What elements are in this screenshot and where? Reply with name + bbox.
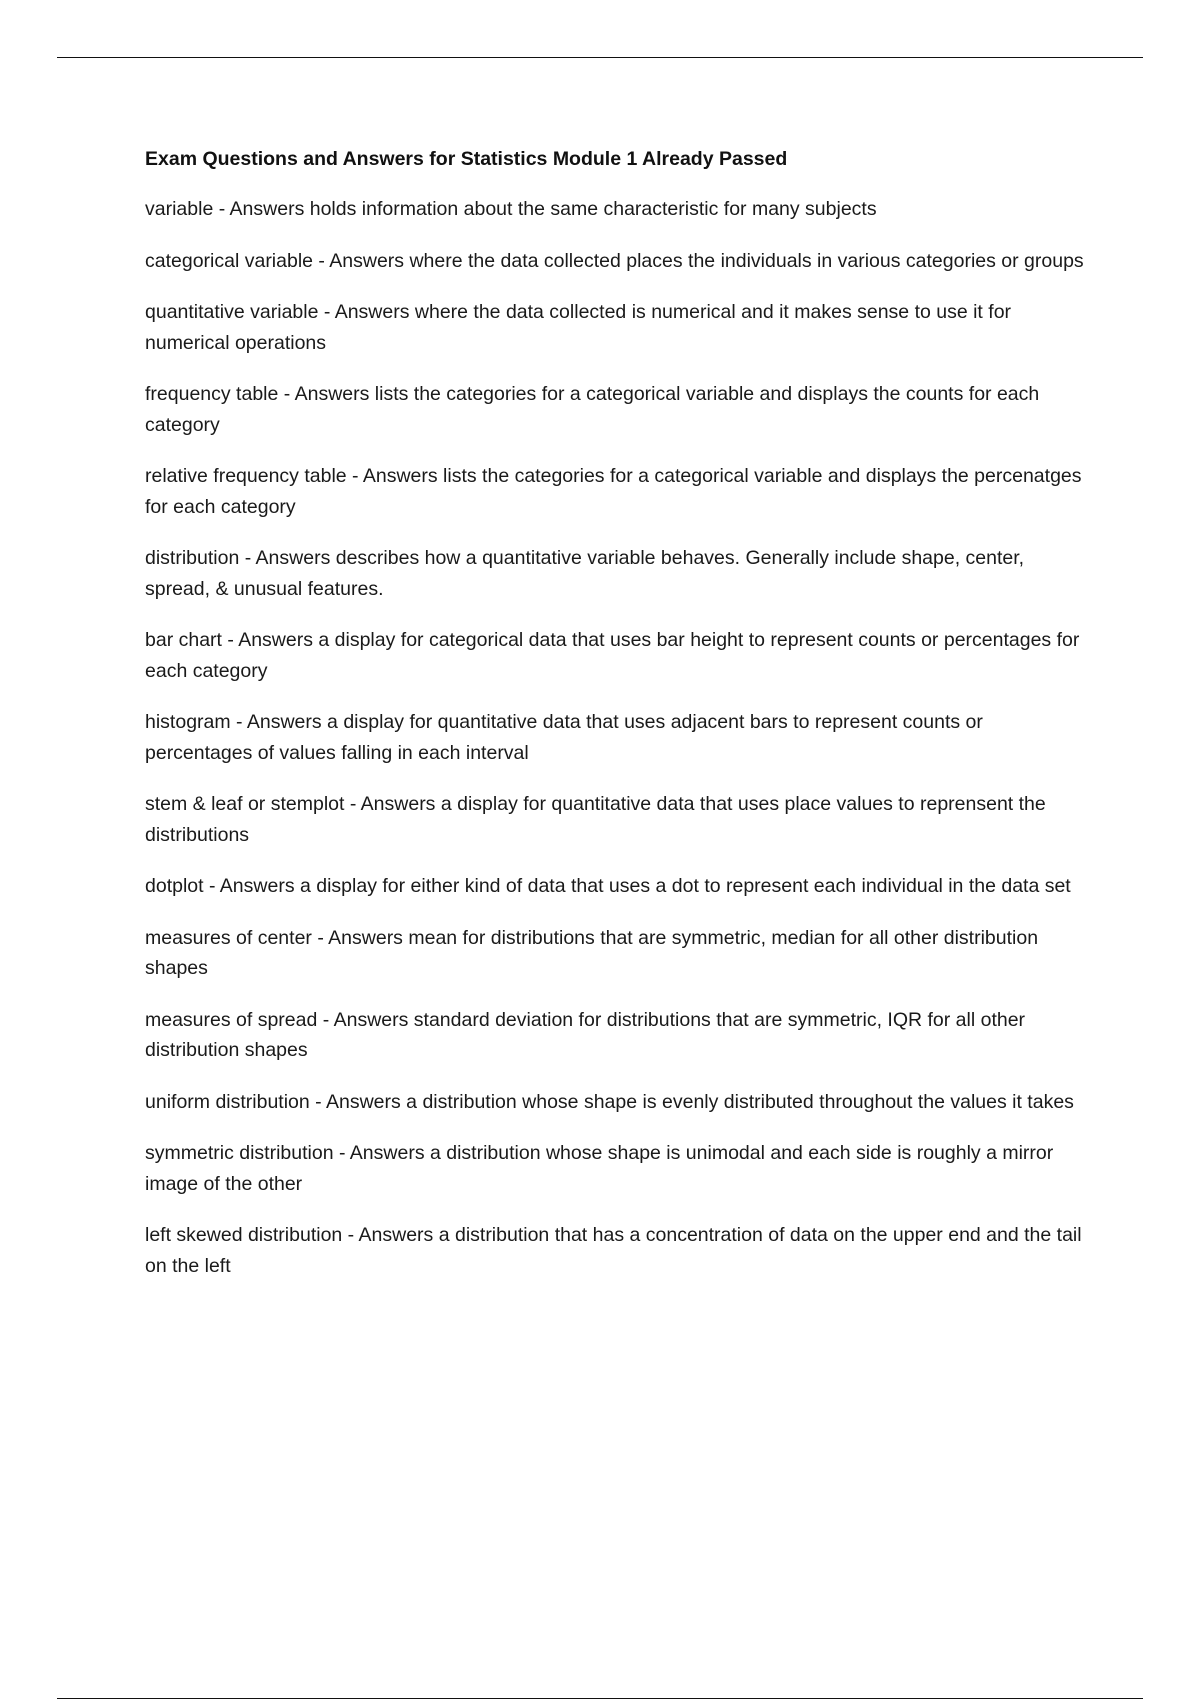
qa-item-symmetric-distribution: symmetric distribution - Answers a distribution whose shape is unimodal and each side is roughly a mirror image of the other — [145, 1142, 1054, 1195]
qa-item-dotplot: dotplot - Answers a display for either kind of data that uses a dot to represent each individual in the data set — [145, 875, 1071, 897]
footer-rule — [57, 1698, 1143, 1699]
qa-item-categorical-variable: categorical variable - Answers where the data collected places the individuals in various categories or groups — [145, 249, 1084, 272]
qa-list — [145, 194, 1090, 1281]
qa-item-measures-of-spread: measures of spread - Answers standard deviation for distributions that are symmetric, IQR for all other distribution shapes — [145, 1008, 1026, 1061]
qa-item-left-skewed-distribution: left skewed distribution - Answers a distribution that has a concentration of data on the upper end and the tail on the left — [145, 1224, 1082, 1277]
document-title: Exam Questions and Answers for Statistics Module 1 Already Passed — [145, 148, 788, 170]
header-rule — [57, 57, 1143, 58]
document-body — [145, 144, 1090, 1302]
qa-item-distribution: distribution - Answers describes how a quantitative variable behaves. Generally include shape, center, spread, & unusual features. — [145, 547, 1025, 600]
qa-item-stemplot: stem & leaf or stemplot - Answers a display for quantitative data that uses place values to reprensent the distributions — [145, 793, 1046, 846]
qa-item-frequency-table: frequency table - Answers lists the categories for a categorical variable and displays the counts for each category — [145, 383, 1040, 436]
qa-item-bar-chart: bar chart - Answers a display for categorical data that uses bar height to represent counts or percentages for each category — [145, 629, 1080, 682]
qa-item-relative-frequency-table: relative frequency table - Answers lists the categories for a categorical variable and displays the percenatges for each category — [145, 465, 1082, 518]
qa-item-uniform-distribution: uniform distribution - Answers a distribution whose shape is evenly distributed throughout the values it takes — [145, 1090, 1074, 1113]
qa-item-quantitative-variable: quantitative variable - Answers where the data collected is numerical and it makes sense to use it for numerical operations — [145, 301, 1012, 354]
qa-item-measures-of-center: measures of center - Answers mean for distributions that are symmetric, median for all other distribution shapes — [145, 926, 1039, 979]
qa-item-histogram: histogram - Answers a display for quantitative data that uses adjacent bars to represent counts or percentages of values falling in each interval — [145, 711, 983, 764]
qa-item-variable: variable - Answers holds information about the same characteristic for many subjects — [145, 198, 877, 220]
